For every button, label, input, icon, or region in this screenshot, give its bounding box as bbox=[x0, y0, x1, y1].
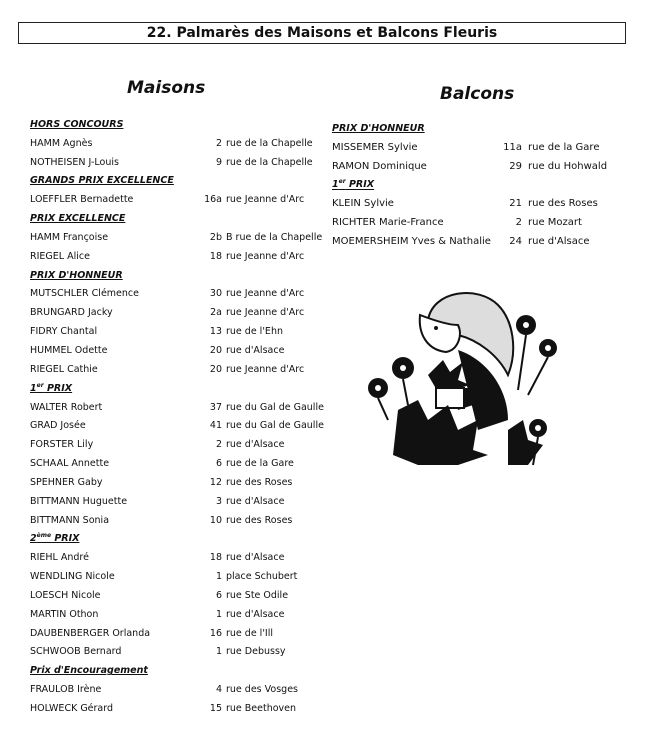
list-item bbox=[30, 679, 330, 698]
winner-name: KLEIN Sylvie bbox=[332, 198, 394, 210]
street-name: rue des Roses bbox=[528, 198, 598, 210]
street-name: rue d'Alsace bbox=[226, 439, 285, 451]
maisons-list bbox=[30, 114, 330, 717]
winner-name: SPEHNER Gaby bbox=[30, 476, 103, 488]
maisons-heading: Maisons bbox=[127, 78, 206, 98]
winner-name: HAMM Françoise bbox=[30, 231, 109, 243]
street-name: rue du Hohwald bbox=[528, 160, 608, 172]
street-name: rue Jeanne d'Arc bbox=[226, 250, 305, 262]
street-name: rue de la Chapelle bbox=[226, 156, 313, 168]
winner-name: MOEMERSHEIM Yves & Nathalie bbox=[332, 236, 491, 248]
list-item bbox=[30, 416, 330, 435]
category-heading bbox=[30, 114, 330, 133]
street-name: rue du Gal de Gaulle bbox=[226, 420, 324, 432]
category-heading bbox=[30, 660, 330, 679]
winner-name: MISSEMER Sylvie bbox=[332, 141, 418, 153]
category-label: 1er PRIX bbox=[332, 178, 375, 191]
list-item bbox=[30, 642, 330, 661]
list-item bbox=[30, 585, 330, 604]
winner-name: WENDLING Nicole bbox=[30, 571, 115, 583]
house-number: 18 bbox=[209, 552, 222, 564]
house-number: 9 bbox=[215, 156, 222, 168]
house-number: 1 bbox=[215, 646, 222, 658]
house-number: 4 bbox=[215, 684, 222, 696]
house-number: 2 bbox=[515, 217, 522, 229]
house-number: 37 bbox=[209, 401, 222, 413]
list-item bbox=[332, 212, 632, 231]
street-name: rue Jeanne d'Arc bbox=[226, 307, 305, 319]
winner-name: LOEFFLER Bernadette bbox=[30, 194, 134, 206]
list-item bbox=[30, 302, 330, 321]
list-item bbox=[30, 472, 330, 491]
house-number: 41 bbox=[209, 420, 222, 432]
category-label: GRANDS PRIX EXCELLENCE bbox=[30, 175, 174, 187]
street-name: rue de l'Ill bbox=[226, 627, 274, 639]
category-label: 2ème PRIX bbox=[30, 532, 80, 545]
house-number: 24 bbox=[509, 236, 522, 248]
winner-name: HOLWECK Gérard bbox=[30, 703, 114, 714]
street-name: rue de l'Ehn bbox=[226, 326, 283, 338]
house-number: 1 bbox=[215, 608, 222, 620]
house-number: 10 bbox=[209, 514, 222, 526]
house-number: 11a bbox=[503, 141, 522, 153]
street-name: rue d'Alsace bbox=[226, 608, 285, 620]
winner-name: HAMM Agnès bbox=[30, 137, 93, 149]
winner-name: HUMMEL Odette bbox=[30, 344, 108, 356]
street-name: rue d'Alsace bbox=[528, 236, 590, 248]
winner-name: RIEGEL Alice bbox=[30, 250, 90, 262]
street-name: rue Jeanne d'Arc bbox=[226, 194, 305, 206]
winner-name: WALTER Robert bbox=[30, 401, 103, 413]
house-number: 3 bbox=[215, 495, 222, 507]
street-name: rue des Vosges bbox=[226, 684, 298, 696]
list-item bbox=[30, 453, 330, 472]
category-heading bbox=[30, 265, 330, 284]
list-item bbox=[30, 284, 330, 303]
list-item bbox=[30, 133, 330, 152]
winner-name: FIDRY Chantal bbox=[30, 326, 98, 338]
winner-name: RIEHL André bbox=[30, 552, 89, 564]
list-item bbox=[30, 340, 330, 359]
category-heading bbox=[332, 175, 632, 194]
street-name: rue Mozart bbox=[528, 217, 582, 229]
list-item bbox=[30, 152, 330, 171]
list-item bbox=[332, 137, 632, 156]
list-item bbox=[30, 434, 330, 453]
street-name: place Schubert bbox=[226, 571, 298, 583]
list-item bbox=[30, 604, 330, 623]
list-item bbox=[30, 698, 330, 717]
category-label: PRIX D'HONNEUR bbox=[332, 122, 425, 134]
street-name: rue des Roses bbox=[226, 476, 293, 488]
street-name: rue des Roses bbox=[226, 514, 293, 526]
house-number: 16a bbox=[204, 194, 222, 206]
house-number: 30 bbox=[209, 288, 222, 300]
category-heading bbox=[30, 529, 330, 548]
street-name: rue Jeanne d'Arc bbox=[226, 288, 305, 300]
house-number: 2a bbox=[210, 307, 222, 319]
list-item bbox=[30, 321, 330, 340]
category-heading bbox=[30, 378, 330, 397]
street-name: B rue de la Chapelle bbox=[226, 231, 323, 243]
street-name: rue Debussy bbox=[226, 646, 286, 658]
winner-name: GRAD Josée bbox=[30, 420, 86, 432]
category-label: 1er PRIX bbox=[30, 381, 73, 394]
category-heading bbox=[30, 171, 330, 190]
house-number: 12 bbox=[209, 476, 222, 488]
house-number: 15 bbox=[209, 703, 222, 714]
list-item bbox=[332, 156, 632, 175]
list-item bbox=[30, 510, 330, 529]
winner-name: MUTSCHLER Clémence bbox=[30, 288, 139, 300]
street-name: rue du Gal de Gaulle bbox=[226, 401, 324, 413]
list-item bbox=[30, 491, 330, 510]
house-number: 21 bbox=[509, 198, 522, 210]
winner-name: BRUNGARD Jacky bbox=[30, 307, 113, 319]
list-item bbox=[332, 194, 632, 213]
winner-name: LOESCH Nicole bbox=[30, 589, 101, 601]
list-item bbox=[30, 623, 330, 642]
category-label: HORS CONCOURS bbox=[30, 118, 124, 130]
list-item bbox=[30, 397, 330, 416]
house-number: 2b bbox=[209, 231, 222, 243]
list-item bbox=[30, 566, 330, 585]
winner-name: DAUBENBERGER Orlanda bbox=[30, 627, 151, 639]
street-name: rue Jeanne d'Arc bbox=[226, 363, 305, 375]
winner-name: FRAULOB Irène bbox=[30, 684, 102, 696]
street-name: rue de la Gare bbox=[528, 141, 600, 153]
list-item bbox=[332, 231, 632, 250]
gardener-with-flowers-icon bbox=[358, 280, 558, 480]
winner-name: NOTHEISEN J-Louis bbox=[30, 156, 119, 168]
street-name: rue d'Alsace bbox=[226, 344, 285, 356]
winner-name: RIEGEL Cathie bbox=[30, 363, 98, 375]
winner-name: SCHAAL Annette bbox=[30, 458, 110, 470]
winner-name: BITTMANN Huguette bbox=[30, 495, 128, 507]
winner-name: RICHTER Marie-France bbox=[332, 217, 444, 229]
balcons-heading: Balcons bbox=[440, 84, 515, 104]
street-name: rue de la Gare bbox=[226, 458, 294, 470]
winner-name: FORSTER Lily bbox=[30, 439, 94, 451]
street-name: rue Beethoven bbox=[226, 703, 297, 714]
list-item bbox=[30, 246, 330, 265]
house-number: 18 bbox=[209, 250, 222, 262]
category-heading bbox=[30, 208, 330, 227]
winner-name: RAMON Dominique bbox=[332, 160, 427, 172]
list-item bbox=[30, 189, 330, 208]
category-label: Prix d'Encouragement bbox=[30, 665, 148, 677]
house-number: 16 bbox=[209, 627, 222, 639]
house-number: 6 bbox=[215, 589, 222, 601]
street-name: rue de la Chapelle bbox=[226, 137, 313, 149]
street-name: rue d'Alsace bbox=[226, 552, 285, 564]
house-number: 2 bbox=[215, 439, 222, 451]
street-name: rue Ste Odile bbox=[226, 589, 289, 601]
house-number: 1 bbox=[215, 571, 222, 583]
winner-name: MARTIN Othon bbox=[30, 608, 99, 620]
category-heading bbox=[332, 118, 632, 137]
house-number: 29 bbox=[509, 160, 522, 172]
page-title: 22. Palmarès des Maisons et Balcons Fleuris bbox=[18, 22, 626, 44]
category-label: PRIX D'HONNEUR bbox=[30, 269, 123, 281]
house-number: 2 bbox=[215, 137, 222, 149]
house-number: 20 bbox=[209, 363, 222, 375]
house-number: 13 bbox=[209, 326, 222, 338]
house-number: 20 bbox=[209, 344, 222, 356]
winner-name: SCHWOOB Bernard bbox=[30, 646, 122, 658]
street-name: rue d'Alsace bbox=[226, 495, 285, 507]
list-item bbox=[30, 359, 330, 378]
category-label: PRIX EXCELLENCE bbox=[30, 213, 126, 225]
house-number: 6 bbox=[215, 458, 222, 470]
list-item bbox=[30, 547, 330, 566]
list-item bbox=[30, 227, 330, 246]
winner-name: BITTMANN Sonia bbox=[30, 514, 110, 526]
balcons-list bbox=[332, 118, 632, 250]
